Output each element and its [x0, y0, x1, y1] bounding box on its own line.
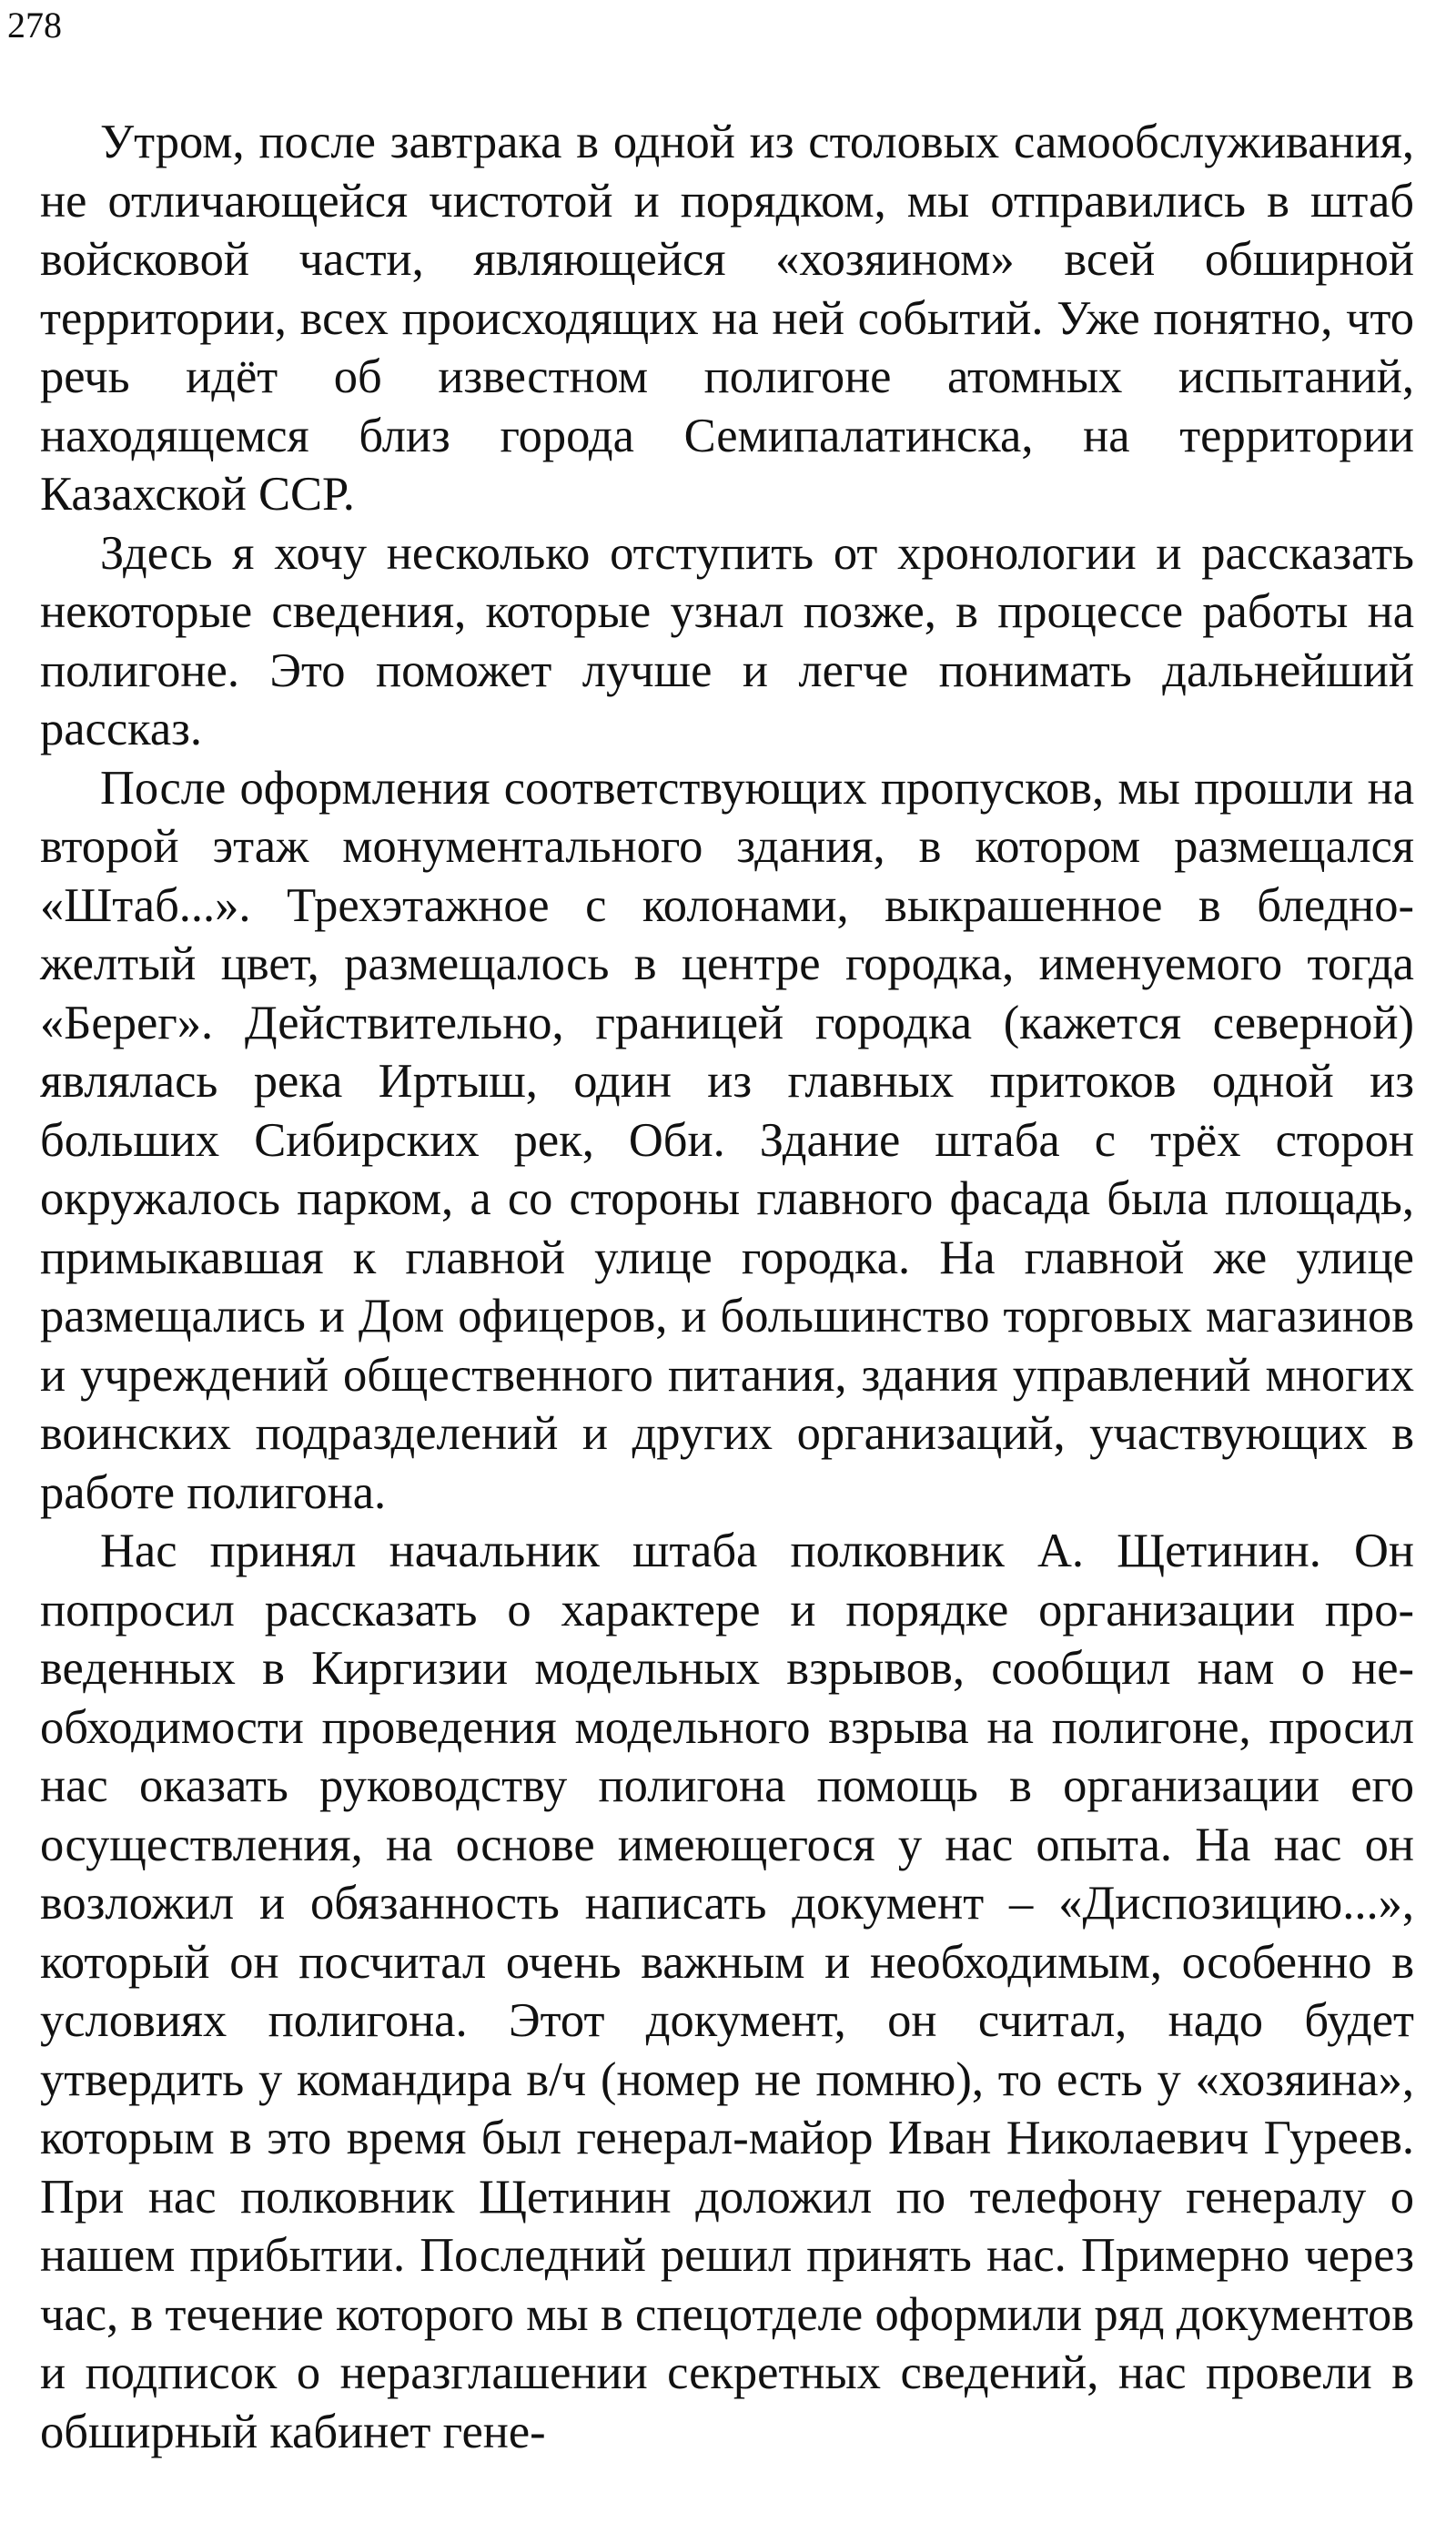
paragraph-3: После оформления соответствующих пропусков, мы прошли на второй этаж монументального здания, в котором размещался «Штаб...». Трехэтажное с колонами, выкрашенное в бледно-желтый цвет, размещалось в центре городка, именуемого тогда «Берег». Действительно, границей городка (кажется северной) являлась река Иртыш, один из главных притоков одной из больших Сибирских рек, Оби. Здание штаба с трёх сторон окружалось парком, а со стороны главного фасада была площадь, примыкавшая к главной улице городка. На главной же улице размещались и Дом офицеров, и большинство торговых магазинов и учреждений общественного питания, здания управлений многих воинских подразделений и других организаций, участвующих в работе полигона.: [40, 761, 1414, 1519]
page-number: 278: [7, 5, 62, 46]
body-text: [40, 113, 1414, 2461]
paragraph-1: Утром, после завтрака в одной из столовых самообслуживания, не отличающейся чистотой и порядком, мы отправились в штаб войсковой части, являющейся «хозяином» всей обширной территории, всех происходящих на ней событий. Уже понятно, что речь идёт об известном полигоне атомных испытаний, находящемся близ города Семипалатинска, на территории Казахской ССР.: [40, 116, 1414, 521]
paragraph-4: Нас принял начальник штаба полковник А. Щетинин. Он попросил рассказать о характере и порядке организации проведенных в Киргизии модельных взрывов, сообщил нам о необходимости проведения модельного взрыва на полигоне, просил нас оказать руководству полигона помощь в организации его осуществления, на основе имеющегося у нас опыта. На нас он возложил и обязанность написать документ – «Диспозицию...», который он посчитал очень важным и необходимым, особенно в условиях полигона. Этот документ, он считал, надо будет утвердить у командира в/ч (номер не помню), то есть у «хозяина», которым в это время был генерал-майор Иван Николаевич Гуреев. При нас полковник Щетинин доложил по телефону генералу о нашем прибытии. Последний решил принять нас. Примерно через час, в течение которого мы в спецотделе оформили ряд документов и подписок о неразглашении секретных сведений, нас провели в обширный кабинет гене-: [40, 1525, 1414, 2458]
paragraph-2: Здесь я хочу несколько отступить от хронологии и рассказать некоторые сведения, которые узнал позже, в процессе работы на полигоне. Это поможет лучше и легче понимать дальнейший рассказ.: [40, 526, 1414, 755]
